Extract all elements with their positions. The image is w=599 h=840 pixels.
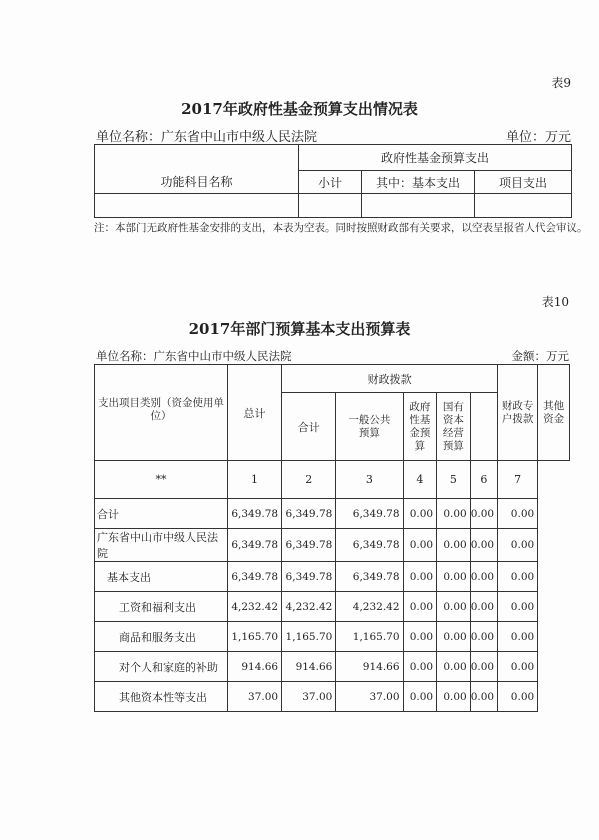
table10-col-fund: 政府性基金预算 — [403, 393, 437, 461]
row-label: 其他资本性等支出 — [95, 682, 228, 712]
value-cell: 4,232.42 — [227, 592, 281, 622]
value-cell: 0.00 — [437, 622, 471, 652]
value-cell: 0.00 — [470, 562, 497, 592]
value-cell: 0.00 — [403, 652, 437, 682]
table-row — [95, 682, 570, 712]
table9-col-basic: 其中：基本支出 — [362, 171, 475, 194]
value-cell: 914.66 — [336, 652, 403, 682]
table10-col-total: 总计 — [227, 365, 281, 461]
table10-col-general: 一般公共预算 — [336, 393, 403, 461]
row-label: 对个人和家庭的补助 — [95, 652, 228, 682]
table10-tag: 表10 — [541, 295, 569, 309]
table10-col-category: 支出项目类别（资金使用单位） — [95, 365, 228, 461]
value-cell: 6,349.78 — [336, 499, 403, 529]
table10 — [94, 364, 570, 712]
table10-col-other: 其他资金 — [538, 365, 570, 461]
value-cell: 6,349.78 — [336, 529, 403, 562]
value-cell: 0.00 — [437, 592, 471, 622]
value-cell: 914.66 — [227, 652, 281, 682]
row-label: 商品和服务支出 — [95, 622, 228, 652]
index-cell: 7 — [498, 461, 538, 499]
value-cell: 0.00 — [470, 682, 497, 712]
table-cell — [362, 194, 475, 218]
table9-col-name: 功能科目名称 — [95, 145, 299, 194]
index-cell: 6 — [470, 461, 497, 499]
table-row — [95, 652, 570, 682]
table10-unit-name: 单位名称：广东省中山市中级人民法院 — [96, 349, 292, 363]
value-cell: 6,349.78 — [282, 499, 336, 529]
value-cell: 37.00 — [336, 682, 403, 712]
table-row — [95, 499, 570, 529]
value-cell: 0.00 — [437, 652, 471, 682]
value-cell: 0.00 — [403, 499, 437, 529]
table9-unit: 单位：万元 — [505, 130, 571, 145]
index-cell: 3 — [336, 461, 403, 499]
value-cell: 6,349.78 — [282, 529, 336, 562]
table9-title: 2017年政府性基金预算支出情况表 — [181, 100, 418, 118]
value-cell: 0.00 — [498, 529, 538, 562]
value-cell: 0.00 — [498, 592, 538, 622]
value-cell: 0.00 — [403, 529, 437, 562]
value-cell: 0.00 — [403, 682, 437, 712]
table-cell — [475, 194, 572, 218]
value-cell: 0.00 — [437, 682, 471, 712]
table9-tag: 表9 — [551, 76, 571, 90]
index-cell: 4 — [403, 461, 437, 499]
value-cell: 4,232.42 — [336, 592, 403, 622]
value-cell: 0.00 — [403, 622, 437, 652]
value-cell: 6,349.78 — [227, 562, 281, 592]
table-row — [95, 622, 570, 652]
value-cell: 6,349.78 — [227, 529, 281, 562]
value-cell: 0.00 — [437, 529, 471, 562]
table10-unit: 金额：万元 — [511, 349, 569, 363]
value-cell: 0.00 — [437, 562, 471, 592]
table-cell — [95, 194, 299, 218]
row-label: 合计 — [95, 499, 228, 529]
table-row — [95, 562, 570, 592]
table-row — [95, 592, 570, 622]
value-cell: 0.00 — [437, 499, 471, 529]
index-cell: 5 — [437, 461, 471, 499]
value-cell: 0.00 — [498, 652, 538, 682]
index-cell: ** — [95, 461, 228, 499]
value-cell: 0.00 — [498, 622, 538, 652]
row-label: 工资和福利支出 — [95, 592, 228, 622]
value-cell: 6,349.78 — [282, 562, 336, 592]
value-cell: 4,232.42 — [282, 592, 336, 622]
value-cell: 0.00 — [498, 562, 538, 592]
value-cell: 0.00 — [470, 499, 497, 529]
value-cell: 1,165.70 — [336, 622, 403, 652]
table10-col-soe: 国有资本经营预算 — [437, 393, 471, 461]
value-cell: 1,165.70 — [282, 622, 336, 652]
table9-header-group: 政府性基金预算支出 — [299, 145, 572, 171]
value-cell: 914.66 — [282, 652, 336, 682]
index-cell: 2 — [282, 461, 336, 499]
value-cell: 37.00 — [282, 682, 336, 712]
value-cell: 0.00 — [403, 562, 437, 592]
table-row — [95, 194, 572, 218]
table9-col-subtotal: 小计 — [299, 171, 362, 194]
table-cell — [299, 194, 362, 218]
value-cell: 0.00 — [470, 652, 497, 682]
row-label: 基本支出 — [95, 562, 228, 592]
table10-col-sum: 合计 — [282, 393, 336, 461]
table10-title: 2017年部门预算基本支出预算表 — [188, 320, 411, 338]
value-cell: 37.00 — [227, 682, 281, 712]
table9-note: 注：本部门无政府性基金安排的支出，本表为空表。同时按照财政部有关要求，以空表呈报省人代会审议。 — [94, 222, 588, 234]
index-cell: 1 — [227, 461, 281, 499]
value-cell: 6,349.78 — [336, 562, 403, 592]
table10-col-special: 财政专户拨款 — [498, 365, 538, 461]
table9-col-project: 项目支出 — [475, 171, 572, 194]
value-cell: 0.00 — [470, 529, 497, 562]
value-cell: 1,165.70 — [227, 622, 281, 652]
value-cell: 0.00 — [498, 499, 538, 529]
table10-index-row — [95, 461, 570, 499]
table10-col-fiscal: 财政拨款 — [282, 365, 498, 393]
value-cell: 0.00 — [403, 592, 437, 622]
value-cell: 0.00 — [470, 622, 497, 652]
table-row — [95, 529, 570, 562]
value-cell: 0.00 — [498, 682, 538, 712]
table9-unit-name: 单位名称：广东省中山市中级人民法院 — [96, 130, 318, 145]
table9 — [94, 144, 572, 218]
value-cell: 6,349.78 — [227, 499, 281, 529]
row-label: 广东省中山市中级人民法院 — [95, 529, 228, 562]
value-cell: 0.00 — [470, 592, 497, 622]
